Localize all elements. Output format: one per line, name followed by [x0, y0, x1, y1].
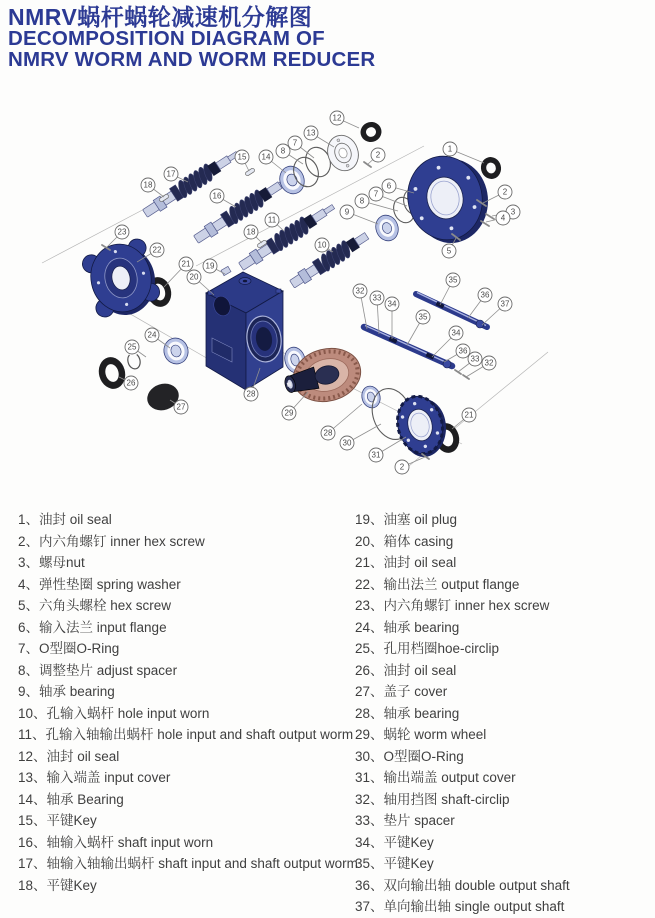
svg-text:21: 21: [181, 259, 191, 269]
svg-text:13: 13: [306, 128, 316, 138]
part-item: 16、轴输入蜗杆 shaft input worn: [18, 834, 214, 850]
svg-text:5: 5: [446, 246, 452, 256]
svg-text:35: 35: [448, 275, 458, 285]
svg-text:29: 29: [284, 408, 294, 418]
input-flange-6: [400, 149, 490, 247]
svg-text:15: 15: [237, 152, 247, 162]
part-item: 20、箱体 casing: [355, 533, 454, 549]
part-item: 19、油塞 oil plug: [355, 512, 458, 527]
title-english-line2: NMRV WORM AND WORM REDUCER: [8, 48, 376, 72]
part-item: 27、盖子 cover: [355, 684, 448, 699]
part-item: 15、平键Key: [18, 813, 97, 828]
part-item: 36、双向输出轴 double output shaft: [355, 877, 570, 893]
part-item: 24、轴承 bearing: [355, 619, 460, 635]
part-item: 13、输入端盖 input cover: [18, 770, 171, 785]
svg-text:11: 11: [267, 215, 277, 225]
part-item: 31、输出端盖 output cover: [355, 770, 516, 785]
bearing-14: [276, 163, 308, 198]
svg-text:28: 28: [246, 389, 256, 399]
svg-text:36: 36: [480, 290, 490, 300]
svg-text:25: 25: [127, 342, 137, 352]
part-item: 10、孔输入蜗杆 hole input worn: [18, 705, 210, 721]
svg-text:36: 36: [458, 346, 468, 356]
part-item: 29、蜗轮 worm wheel: [355, 727, 487, 742]
svg-text:4: 4: [500, 213, 506, 223]
svg-text:33: 33: [470, 354, 480, 364]
input-cover-13: [323, 131, 364, 175]
svg-text:21: 21: [464, 410, 474, 420]
svg-text:30: 30: [342, 438, 352, 448]
part-item: 33、垫片 spacer: [355, 813, 455, 828]
part-item: 7、O型圈O-Ring: [18, 641, 120, 656]
svg-text:2: 2: [399, 462, 405, 472]
part-item: 37、单向输出轴 single output shaft: [355, 899, 565, 914]
svg-text:28: 28: [323, 428, 333, 438]
title-chinese: NMRV蜗杆蜗轮减速机分解图: [8, 4, 313, 30]
bearing-9: [372, 212, 402, 244]
svg-text:27: 27: [176, 402, 186, 412]
part-item: 6、输入法兰 input flange: [18, 619, 167, 635]
part-item: 4、弹性垫圈 spring washer: [18, 576, 181, 592]
svg-text:35: 35: [418, 312, 428, 322]
title-english-line1: DECOMPOSITION DIAGRAM OF: [8, 27, 325, 51]
svg-text:34: 34: [387, 299, 397, 309]
part-item: 14、轴承 Bearing: [18, 791, 124, 807]
part-item: 9、轴承 bearing: [18, 684, 115, 699]
svg-text:1: 1: [447, 144, 453, 154]
svg-text:32: 32: [484, 358, 494, 368]
part-item: 2、内六角螺钉 inner hex screw: [18, 533, 205, 549]
svg-text:24: 24: [147, 330, 157, 340]
svg-text:34: 34: [451, 328, 461, 338]
parts-list-right: [355, 509, 655, 918]
part-item: 8、调整垫片 adjust spacer: [18, 662, 178, 678]
oil-seal-26: [95, 354, 128, 392]
part-item: 21、油封 oil seal: [355, 555, 457, 570]
part-item: 26、油封 oil seal: [355, 662, 457, 678]
svg-text:23: 23: [117, 227, 127, 237]
svg-text:8: 8: [280, 146, 286, 156]
part-item: 25、孔用档圈hoe-circlip: [355, 641, 500, 656]
casing-20: [206, 272, 284, 390]
part-item: 30、O型圈O-Ring: [355, 748, 464, 764]
oil-seal-1: [478, 155, 503, 181]
part-item: 5、六角头螺栓 hex screw: [18, 598, 172, 613]
svg-text:3: 3: [510, 207, 516, 217]
double-output-shaft-36: [364, 326, 452, 369]
svg-text:20: 20: [189, 272, 199, 282]
svg-text:22: 22: [152, 245, 162, 255]
svg-text:2: 2: [502, 187, 508, 197]
svg-text:6: 6: [386, 181, 392, 191]
svg-text:19: 19: [205, 261, 215, 271]
bearing-24: [161, 335, 192, 367]
svg-text:9: 9: [344, 207, 350, 217]
svg-text:16: 16: [212, 191, 222, 201]
part-item: 32、轴用挡图 shaft-circlip: [355, 791, 510, 807]
svg-text:37: 37: [500, 299, 510, 309]
part-item: 17、轴输入轴输出蜗杆 shaft input and shaft output worm: [18, 856, 358, 871]
svg-text:10: 10: [317, 240, 327, 250]
svg-text:33: 33: [372, 293, 382, 303]
svg-text:32: 32: [355, 286, 365, 296]
part-item: 18、平键Key: [18, 877, 97, 893]
svg-text:26: 26: [126, 378, 136, 388]
worm-shaft-10: [287, 228, 372, 293]
part-item: 35、平键Key: [355, 856, 434, 871]
part-item: 1、油封 oil seal: [18, 512, 112, 527]
svg-text:8: 8: [359, 196, 365, 206]
svg-text:12: 12: [332, 113, 342, 123]
circlip-25: [126, 352, 142, 371]
svg-text:7: 7: [292, 138, 298, 148]
svg-text:14: 14: [261, 152, 271, 162]
part-item: 23、内六角螺钉 inner hex screw: [355, 598, 550, 613]
part-item: 3、螺母nut: [18, 555, 85, 570]
parts-list-left: [18, 509, 358, 896]
oil-plug-19: [221, 266, 231, 275]
part-item: 12、油封 oil seal: [18, 748, 120, 764]
svg-text:18: 18: [246, 227, 256, 237]
part-item: 34、平键Key: [355, 834, 434, 850]
svg-text:2: 2: [375, 150, 381, 160]
bearing-28: [359, 384, 382, 410]
part-item: 28、轴承 bearing: [355, 705, 460, 721]
svg-text:7: 7: [373, 189, 379, 199]
svg-text:17: 17: [166, 169, 176, 179]
part-item: 22、输出法兰 output flange: [355, 576, 520, 592]
svg-text:31: 31: [371, 450, 381, 460]
part-item: 11、孔输入轴输出蜗杆 hole input and shaft output worm: [18, 727, 354, 742]
oil-seal-12: [358, 120, 383, 145]
svg-text:18: 18: [143, 180, 153, 190]
